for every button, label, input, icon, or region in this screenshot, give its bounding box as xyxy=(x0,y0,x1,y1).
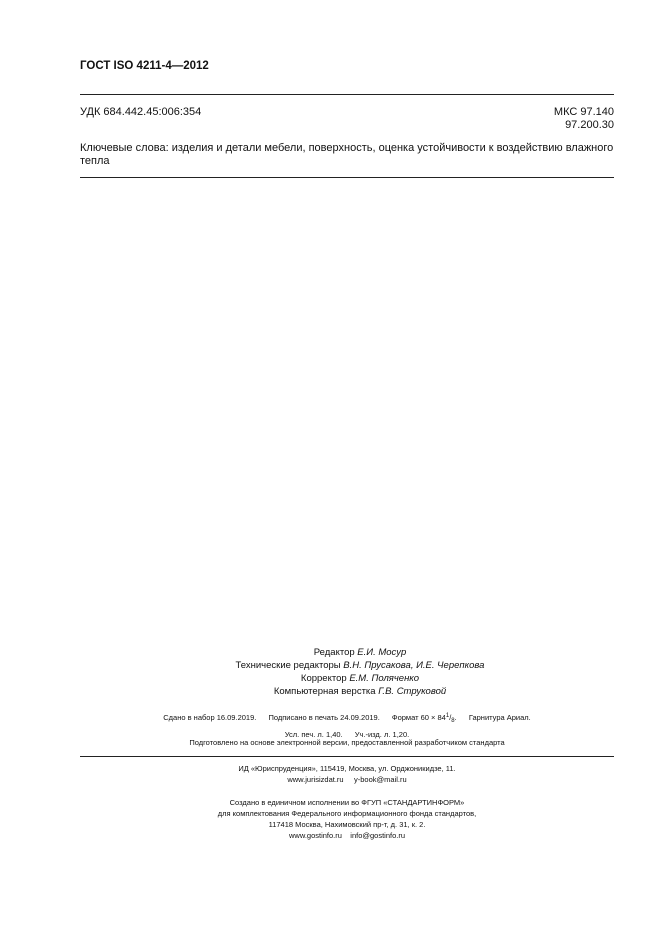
publisher-site-link[interactable]: www.jurisizdat.ru xyxy=(287,775,344,784)
mks-codes xyxy=(554,106,614,132)
publisher-contacts xyxy=(80,774,614,785)
format-slash: / xyxy=(449,713,452,722)
tech-editors-label: Технические редакторы xyxy=(235,660,341,671)
editor-line xyxy=(160,646,560,659)
format-denominator: 8 xyxy=(451,718,455,724)
created-contacts xyxy=(80,830,614,841)
editor-name: Е.И. Мосур xyxy=(357,647,407,658)
bottom-divider xyxy=(80,756,614,757)
format-prefix: Формат 60 × 84 xyxy=(391,713,446,722)
gostinfo-email-link[interactable]: info@gostinfo.ru xyxy=(350,831,406,840)
corrector-label: Корректор xyxy=(300,673,347,684)
paper-format xyxy=(392,713,457,722)
print-sheets: Усл. печ. л. 1,40. xyxy=(284,730,343,739)
mks-line-1: МКС 97.140 xyxy=(553,106,614,118)
typeface: Гарнитура Ариал. xyxy=(468,713,531,722)
corrector-name: Е.М. Поляченко xyxy=(349,673,420,684)
publisher-address: ИД «Юриспруденция», 115419, Москва, ул. Орджоникидзе, 11. xyxy=(238,764,456,773)
created-line-2: для комплектования Федерального информационного фонда стандартов, xyxy=(217,809,477,818)
print-info-line-1 xyxy=(80,709,614,728)
gostinfo-site-link[interactable]: www.gostinfo.ru xyxy=(288,831,342,840)
created-block xyxy=(80,797,614,841)
format-suffix: . xyxy=(454,713,457,722)
editor-label: Редактор xyxy=(313,647,355,658)
keywords: Ключевые слова: изделия и детали мебели, поверхность, оценка устойчивости к воздействию влажного тепла xyxy=(80,142,614,167)
top-divider xyxy=(80,94,614,95)
document-code: ГОСТ ISO 4211-4—2012 xyxy=(80,60,209,72)
keywords-divider xyxy=(80,177,614,178)
layout-line xyxy=(160,685,560,698)
publisher-block xyxy=(80,763,614,785)
created-line-1: Создано в единичном исполнении во ФГУП «СТАНДАРТИНФОРМ» xyxy=(229,798,465,807)
corrector-line xyxy=(160,672,560,685)
layout-name: Г.В. Струковой xyxy=(378,686,447,697)
publishing-sheets: Уч.-изд. л. 1,20. xyxy=(354,730,410,739)
prepared-note: Подготовлено на основе электронной версии, предоставленной разработчиком стандарта xyxy=(189,738,505,747)
signed-date: Подписано в печать 24.09.2019. xyxy=(268,713,380,722)
created-line-3: 117418 Москва, Нахимовский пр-т, д. 31, к. 2. xyxy=(268,820,426,829)
layout-label: Компьютерная верстка xyxy=(273,686,376,697)
publisher-email-link[interactable]: y-book@mail.ru xyxy=(354,775,407,784)
format-numerator: 1 xyxy=(445,713,450,719)
tech-editors-names: В.Н. Прусакова, И.Е. Черепкова xyxy=(343,660,485,671)
mks-line-2: 97.200.30 xyxy=(565,119,614,131)
submitted-date: Сдано в набор 16.09.2019. xyxy=(163,713,257,722)
editorial-credits xyxy=(160,646,560,698)
udk-code: УДК 684.442.45:006:354 xyxy=(80,106,202,118)
tech-editors-line xyxy=(160,659,560,672)
